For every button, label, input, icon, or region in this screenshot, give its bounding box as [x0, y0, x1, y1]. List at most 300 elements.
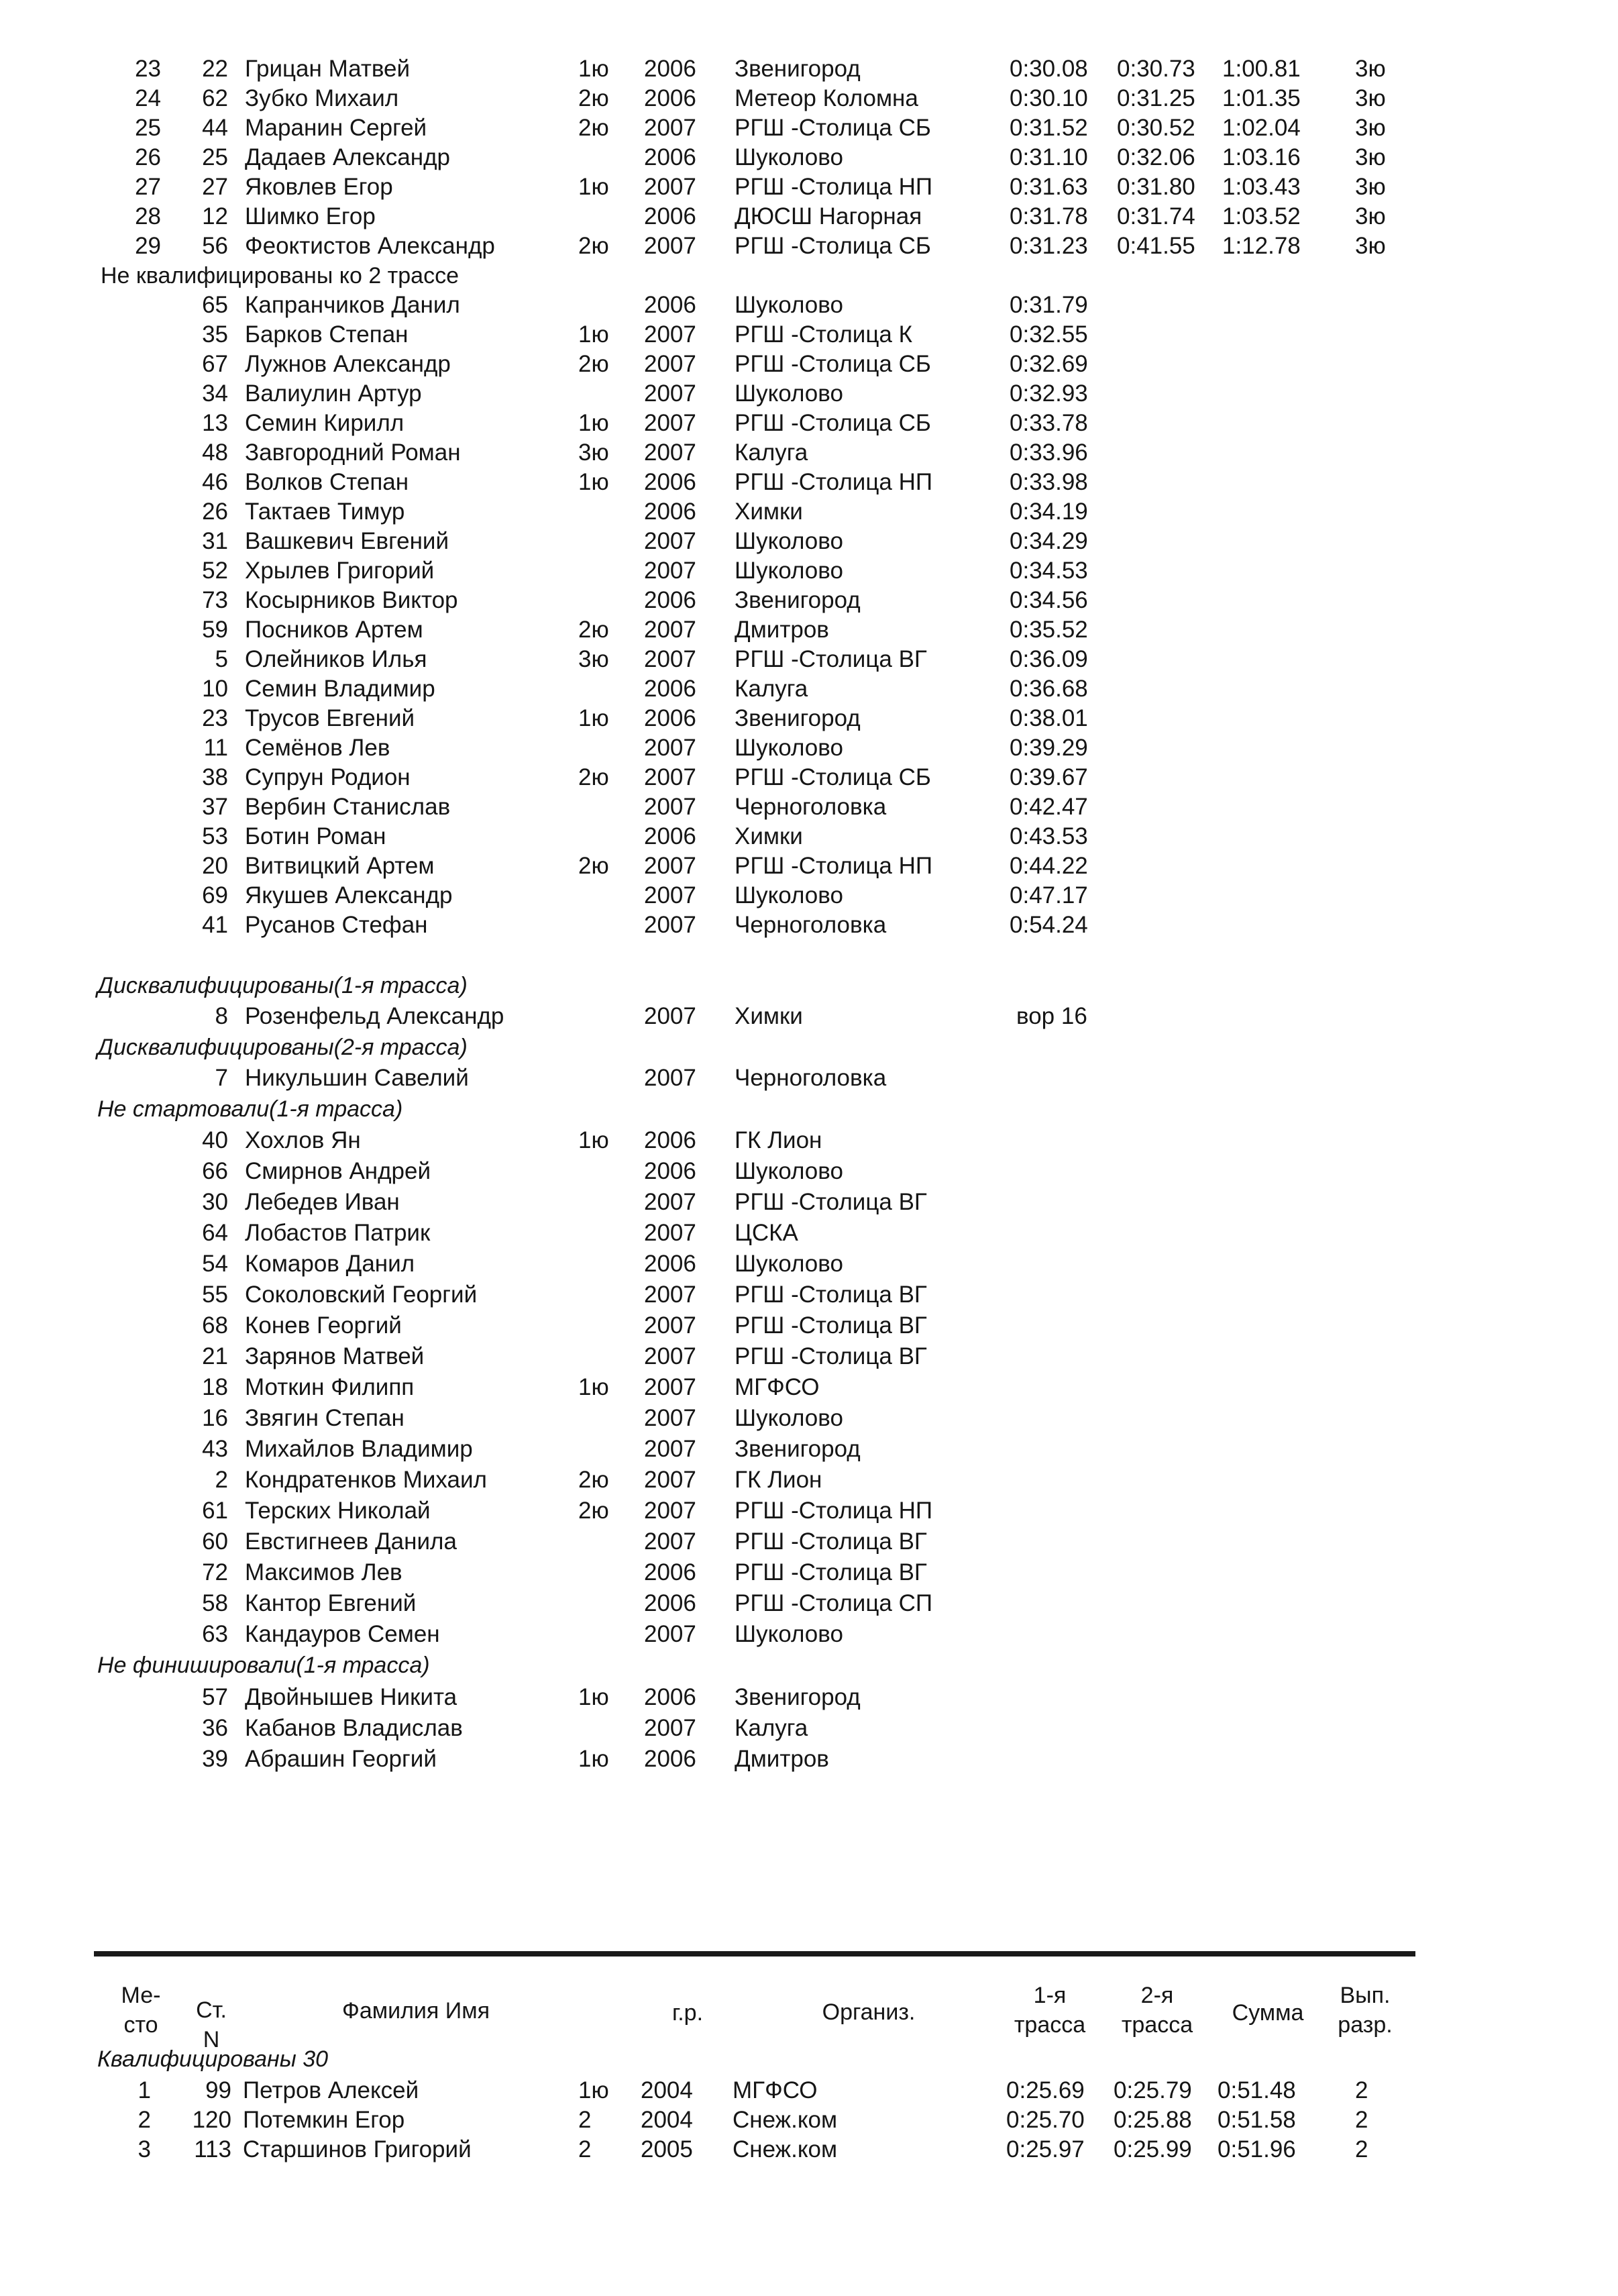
rank: 1ю [578, 705, 609, 731]
athlete-name: Потемкин Егор [243, 2107, 405, 2133]
header-result-rank: Вып. разр. [1338, 1983, 1393, 2038]
athlete-name: Яковлев Егор [245, 174, 393, 200]
organization: ЦСКА [735, 1220, 798, 1246]
birth-year: 2007 [644, 1528, 696, 1555]
run2-time: 0:30.52 [1117, 115, 1195, 141]
athlete-name: Кабанов Владислав [245, 1715, 463, 1741]
organization: Шуколово [735, 1405, 843, 1431]
run1-time: 0:33.96 [1010, 439, 1088, 466]
organization: Шуколово [735, 1621, 843, 1647]
table-row [0, 881, 1618, 910]
run1-time: 0:38.01 [1010, 705, 1088, 731]
dsq-run2-heading: Дисквалифицированы(2-я трасса) [97, 1035, 468, 1060]
organization: Звенигород [735, 1684, 861, 1710]
organization: РГШ -Столица СБ [735, 764, 931, 790]
run2-time: 0:32.06 [1117, 144, 1195, 170]
result-rank: 2 [1355, 2107, 1368, 2133]
place: 2 [138, 2107, 151, 2133]
bib-number: 58 [202, 1590, 228, 1616]
athlete-name: Феоктистов Александр [245, 233, 495, 259]
run2-time: 0:31.25 [1117, 85, 1195, 111]
bib-number: 43 [202, 1436, 228, 1462]
place: 29 [135, 233, 161, 259]
header-birth-year: г.р. [671, 2000, 704, 2026]
place: 24 [135, 85, 161, 111]
bib-number: 25 [202, 144, 228, 170]
athlete-name: Зубко Михаил [245, 85, 399, 111]
table-row [0, 733, 1618, 763]
organization: Звенигород [735, 56, 861, 82]
place: 3 [138, 2136, 151, 2162]
result-rank: 3ю [1355, 174, 1386, 200]
run1-time: 0:31.78 [1010, 203, 1088, 229]
athlete-name: Маранин Сергей [245, 115, 427, 141]
athlete-name: Кондратенков Михаил [245, 1467, 487, 1493]
dns-heading: Не стартовали(1-я трасса) [97, 1096, 403, 1122]
bib-number: 37 [202, 794, 228, 820]
result-rank: 3ю [1355, 85, 1386, 111]
athlete-name: Максимов Лев [245, 1559, 402, 1585]
organization: ДЮСШ Нагорная [735, 203, 922, 229]
table-row [0, 645, 1618, 674]
bib-number: 113 [194, 2136, 231, 2162]
birth-year: 2007 [644, 1189, 696, 1215]
rank: 2ю [578, 617, 609, 643]
bib-number: 52 [202, 558, 228, 584]
bib-number: 27 [202, 174, 228, 200]
table-row [0, 1496, 1618, 1526]
birth-year: 2006 [644, 1127, 696, 1153]
birth-year: 2007 [644, 1467, 696, 1493]
place: 25 [135, 115, 161, 141]
organization: РГШ -Столица ВГ [735, 1282, 927, 1308]
table-row [0, 851, 1618, 881]
table-row [0, 2105, 1618, 2135]
athlete-name: Завгородний Роман [245, 439, 461, 466]
organization: Снеж.ком [733, 2107, 838, 2133]
total-time: 0:51.96 [1218, 2136, 1296, 2162]
birth-year: 2006 [644, 469, 696, 495]
athlete-name: Евстигнеев Данила [245, 1528, 457, 1555]
run1-time: 0:31.10 [1010, 144, 1088, 170]
bib-number: 69 [202, 882, 228, 908]
bib-number: 20 [202, 853, 228, 879]
athlete-name: Барков Степан [245, 321, 409, 348]
birth-year: 2006 [644, 1559, 696, 1585]
bib-number: 22 [202, 56, 228, 82]
bib-number: 2 [215, 1467, 228, 1493]
athlete-name: Якушев Александр [245, 882, 453, 908]
athlete-name: Шимко Егор [245, 203, 376, 229]
birth-year: 2007 [644, 617, 696, 643]
table-row [0, 497, 1618, 527]
rank: 2 [578, 2136, 592, 2162]
total-time: 1:02.04 [1222, 115, 1301, 141]
table-row [0, 1714, 1618, 1743]
bib-number: 68 [202, 1312, 228, 1339]
table-row [0, 822, 1618, 851]
table-row [0, 1434, 1618, 1464]
birth-year: 2007 [644, 174, 696, 200]
bib-number: 16 [202, 1405, 228, 1431]
table-row [0, 615, 1618, 645]
birth-year: 2006 [644, 705, 696, 731]
section-divider [94, 1951, 1415, 1956]
organization: Шуколово [735, 735, 843, 761]
result-rank: 3ю [1355, 203, 1386, 229]
table-row [0, 468, 1618, 497]
birth-year: 2007 [644, 233, 696, 259]
birth-year: 2007 [644, 1405, 696, 1431]
athlete-name: Грицан Матвей [245, 56, 411, 82]
birth-year: 2006 [644, 1158, 696, 1184]
bib-number: 63 [202, 1621, 228, 1647]
table-row [0, 792, 1618, 822]
athlete-name: Волков Степан [245, 469, 409, 495]
organization: Шуколово [735, 1158, 843, 1184]
organization: МГФСО [733, 2077, 818, 2103]
table-row [0, 2135, 1618, 2164]
rank: 2ю [578, 853, 609, 879]
athlete-name: Хрылев Григорий [245, 558, 435, 584]
organization: Калуга [735, 439, 808, 466]
organization: РГШ -Столица СП [735, 1590, 933, 1616]
organization: РГШ -Столица ВГ [735, 1559, 927, 1585]
run1-time: 0:35.52 [1010, 617, 1088, 643]
table-row [0, 1404, 1618, 1433]
athlete-name: Супрун Родион [245, 764, 411, 790]
table-row [0, 1311, 1618, 1341]
bib-number: 34 [202, 380, 228, 407]
bib-number: 13 [202, 410, 228, 436]
table-row [0, 1744, 1618, 1774]
birth-year: 2007 [644, 115, 696, 141]
organization: Дмитров [735, 1746, 829, 1772]
athlete-name: Семин Кирилл [245, 410, 404, 436]
rank: 3ю [578, 439, 609, 466]
bib-number: 73 [202, 587, 228, 613]
athlete-name: Валиулин Артур [245, 380, 422, 407]
birth-year: 2007 [644, 764, 696, 790]
athlete-name: Петров Алексей [243, 2077, 419, 2103]
organization: Звенигород [735, 1436, 861, 1462]
organization: Химки [735, 1003, 803, 1029]
rank: 1ю [578, 321, 609, 348]
rank: 2ю [578, 351, 609, 377]
athlete-name: Зарянов Матвей [245, 1343, 425, 1369]
athlete-name: Старшинов Григорий [243, 2136, 472, 2162]
table-row [0, 1342, 1618, 1371]
run1-time: 0:32.55 [1010, 321, 1088, 348]
table-row [0, 438, 1618, 468]
birth-year: 2007 [644, 1003, 696, 1029]
run1-time: 0:34.56 [1010, 587, 1088, 613]
table-row [0, 1218, 1618, 1248]
organization: РГШ -Столица НП [735, 853, 933, 879]
run1-time: 0:43.53 [1010, 823, 1088, 849]
birth-year: 2007 [644, 882, 696, 908]
birth-year: 2005 [641, 2136, 693, 2162]
athlete-name: Конев Георгий [245, 1312, 402, 1339]
bib-number: 55 [202, 1282, 228, 1308]
run1-time: 0:39.29 [1010, 735, 1088, 761]
run1-time: 0:31.23 [1010, 233, 1088, 259]
bib-number: 44 [202, 115, 228, 141]
total-time: 1:00.81 [1222, 56, 1301, 82]
place: 26 [135, 144, 161, 170]
birth-year: 2007 [644, 1498, 696, 1524]
organization: Звенигород [735, 705, 861, 731]
dsq-note: вор 16 [1016, 1003, 1087, 1029]
table-row [0, 1620, 1618, 1649]
organization: Шуколово [735, 528, 843, 554]
birth-year: 2007 [644, 528, 696, 554]
organization: РГШ -Столица ВГ [735, 1343, 927, 1369]
birth-year: 2007 [644, 558, 696, 584]
bib-number: 59 [202, 617, 228, 643]
rank: 1ю [578, 2077, 609, 2103]
total-time: 1:12.78 [1222, 233, 1301, 259]
athlete-name: Моткин Филипп [245, 1374, 415, 1400]
athlete-name: Кантор Евгений [245, 1590, 417, 1616]
birth-year: 2006 [644, 144, 696, 170]
dnf-heading: Не финишировали(1-я трасса) [97, 1653, 430, 1678]
table-row [0, 910, 1618, 940]
total-time: 1:03.43 [1222, 174, 1301, 200]
bib-number: 99 [205, 2077, 231, 2103]
table-row [0, 54, 1618, 84]
birth-year: 2006 [644, 499, 696, 525]
run1-time: 0:25.69 [1006, 2077, 1085, 2103]
athlete-name: Вербин Станислав [245, 794, 451, 820]
athlete-name: Посников Артем [245, 617, 423, 643]
athlete-name: Розенфельд Александр [245, 1003, 504, 1029]
header-run1: 1-я трасса [1014, 1983, 1086, 2038]
header-run2: 2-я трасса [1121, 1983, 1193, 2038]
table-row [0, 704, 1618, 733]
table-row [0, 1589, 1618, 1618]
organization: Шуколово [735, 882, 843, 908]
run1-time: 0:32.69 [1010, 351, 1088, 377]
run1-time: 0:42.47 [1010, 794, 1088, 820]
birth-year: 2006 [644, 823, 696, 849]
organization: РГШ -Столица НП [735, 174, 933, 200]
athlete-name: Олейников Илья [245, 646, 427, 672]
bib-number: 26 [202, 499, 228, 525]
organization: РГШ -Столица ВГ [735, 1189, 927, 1215]
table-row [0, 586, 1618, 615]
birth-year: 2007 [644, 410, 696, 436]
table-row [0, 1558, 1618, 1587]
birth-year: 2006 [644, 292, 696, 318]
organization: РГШ -Столица СБ [735, 233, 931, 259]
dsq-run1-heading: Дисквалифицированы(1-я трасса) [97, 973, 468, 998]
bib-number: 54 [202, 1251, 228, 1277]
header-place: Ме- сто [121, 1983, 161, 2038]
rank: 1ю [578, 1127, 609, 1153]
bib-number: 62 [202, 85, 228, 111]
organization: Метеор Коломна [735, 85, 918, 111]
organization: Черноголовка [735, 912, 887, 938]
athlete-name: Витвицкий Артем [245, 853, 435, 879]
organization: РГШ -Столица ВГ [735, 1312, 927, 1339]
rank: 2ю [578, 115, 609, 141]
run1-time: 0:34.53 [1010, 558, 1088, 584]
result-rank: 2 [1355, 2136, 1368, 2162]
bib-number: 72 [202, 1559, 228, 1585]
table-row [0, 1527, 1618, 1557]
birth-year: 2006 [644, 56, 696, 82]
total-time: 1:01.35 [1222, 85, 1301, 111]
bib-number: 60 [202, 1528, 228, 1555]
run1-time: 0:31.63 [1010, 174, 1088, 200]
organization: Калуга [735, 676, 808, 702]
bib-number: 41 [202, 912, 228, 938]
birth-year: 2007 [644, 439, 696, 466]
bib-number: 48 [202, 439, 228, 466]
total-time: 0:51.48 [1218, 2077, 1296, 2103]
bib-number: 120 [192, 2107, 231, 2133]
table-row [0, 527, 1618, 556]
table-row [0, 409, 1618, 438]
organization: Снеж.ком [733, 2136, 838, 2162]
header-name: Фамилия Имя [341, 1998, 490, 2024]
athlete-name: Звягин Степан [245, 1405, 404, 1431]
bib-number: 35 [202, 321, 228, 348]
organization: Черноголовка [735, 1065, 887, 1091]
run1-time: 0:34.19 [1010, 499, 1088, 525]
header-organization: Организ. [822, 1999, 916, 2025]
birth-year: 2006 [644, 85, 696, 111]
organization: Химки [735, 823, 803, 849]
organization: Шуколово [735, 292, 843, 318]
organization: Химки [735, 499, 803, 525]
organization: Дмитров [735, 617, 829, 643]
athlete-name: Лужнов Александр [245, 351, 451, 377]
athlete-name: Комаров Данил [245, 1251, 415, 1277]
run1-time: 0:25.97 [1006, 2136, 1085, 2162]
bib-number: 18 [202, 1374, 228, 1400]
birth-year: 2004 [641, 2107, 693, 2133]
header-bib: Ст. N [196, 1997, 227, 2052]
table-row [0, 231, 1618, 261]
bib-number: 36 [202, 1715, 228, 1741]
athlete-name: Дадаев Александр [245, 144, 450, 170]
rank: 1ю [578, 1746, 609, 1772]
bib-number: 31 [202, 528, 228, 554]
run1-time: 0:33.78 [1010, 410, 1088, 436]
bib-number: 8 [215, 1003, 228, 1029]
bib-number: 40 [202, 1127, 228, 1153]
table-row [0, 84, 1618, 113]
athlete-name: Семёнов Лев [245, 735, 390, 761]
bib-number: 23 [202, 705, 228, 731]
athlete-name: Соколовский Георгий [245, 1282, 478, 1308]
organization: Шуколово [735, 380, 843, 407]
table-row [0, 1188, 1618, 1217]
not-qualified-heading: Не квалифицированы ко 2 трассе [101, 263, 459, 289]
organization: Шуколово [735, 558, 843, 584]
run2-time: 0:25.88 [1114, 2107, 1192, 2133]
qualified-heading: Квалифицированы 30 [97, 2046, 329, 2072]
athlete-name: Терских Николай [245, 1498, 431, 1524]
run2-time: 0:25.79 [1114, 2077, 1192, 2103]
athlete-name: Кандауров Семен [245, 1621, 440, 1647]
birth-year: 2007 [644, 380, 696, 407]
birth-year: 2007 [644, 853, 696, 879]
result-rank: 3ю [1355, 233, 1386, 259]
rank: 1ю [578, 469, 609, 495]
bib-number: 10 [202, 676, 228, 702]
table-row [0, 113, 1618, 143]
bib-number: 46 [202, 469, 228, 495]
birth-year: 2007 [644, 646, 696, 672]
birth-year: 2007 [644, 1621, 696, 1647]
athlete-name: Никульшин Савелий [245, 1065, 469, 1091]
rank: 2ю [578, 764, 609, 790]
run1-time: 0:47.17 [1010, 882, 1088, 908]
place: 23 [135, 56, 161, 82]
place: 1 [138, 2077, 151, 2103]
table-row [0, 202, 1618, 231]
table-row [0, 1157, 1618, 1186]
bib-number: 57 [202, 1684, 228, 1710]
run2-time: 0:25.99 [1114, 2136, 1192, 2162]
bib-number: 39 [202, 1746, 228, 1772]
athlete-name: Вашкевич Евгений [245, 528, 449, 554]
birth-year: 2007 [644, 735, 696, 761]
rank: 2 [578, 2107, 592, 2133]
organization: РГШ -Столица НП [735, 469, 933, 495]
result-rank: 3ю [1355, 56, 1386, 82]
rank: 1ю [578, 410, 609, 436]
run1-time: 0:30.10 [1010, 85, 1088, 111]
athlete-name: Лебедев Иван [245, 1189, 400, 1215]
birth-year: 2007 [644, 1374, 696, 1400]
birth-year: 2006 [644, 1684, 696, 1710]
result-rank: 3ю [1355, 144, 1386, 170]
organization: МГФСО [735, 1374, 820, 1400]
bib-number: 53 [202, 823, 228, 849]
bib-number: 65 [202, 292, 228, 318]
athlete-name: Капранчиков Данил [245, 292, 460, 318]
run1-time: 0:39.67 [1010, 764, 1088, 790]
organization: Калуга [735, 1715, 808, 1741]
bib-number: 21 [202, 1343, 228, 1369]
run2-time: 0:31.74 [1117, 203, 1195, 229]
organization: Черноголовка [735, 794, 887, 820]
table-row [0, 556, 1618, 586]
organization: РГШ -Столица К [735, 321, 912, 348]
table-row [0, 1063, 1618, 1093]
organization: РГШ -Столица НП [735, 1498, 933, 1524]
result-rank: 3ю [1355, 115, 1386, 141]
run1-time: 0:44.22 [1010, 853, 1088, 879]
birth-year: 2007 [644, 1065, 696, 1091]
run2-time: 0:31.80 [1117, 174, 1195, 200]
birth-year: 2007 [644, 1220, 696, 1246]
organization: РГШ -Столица СБ [735, 410, 931, 436]
athlete-name: Семин Владимир [245, 676, 435, 702]
birth-year: 2007 [644, 1343, 696, 1369]
table-row [0, 172, 1618, 202]
header-total: Сумма [1232, 2000, 1304, 2026]
bib-number: 61 [202, 1498, 228, 1524]
organization: РГШ -Столица ВГ [735, 646, 927, 672]
run1-time: 0:25.70 [1006, 2107, 1085, 2133]
athlete-name: Михайлов Владимир [245, 1436, 473, 1462]
athlete-name: Косырников Виктор [245, 587, 458, 613]
